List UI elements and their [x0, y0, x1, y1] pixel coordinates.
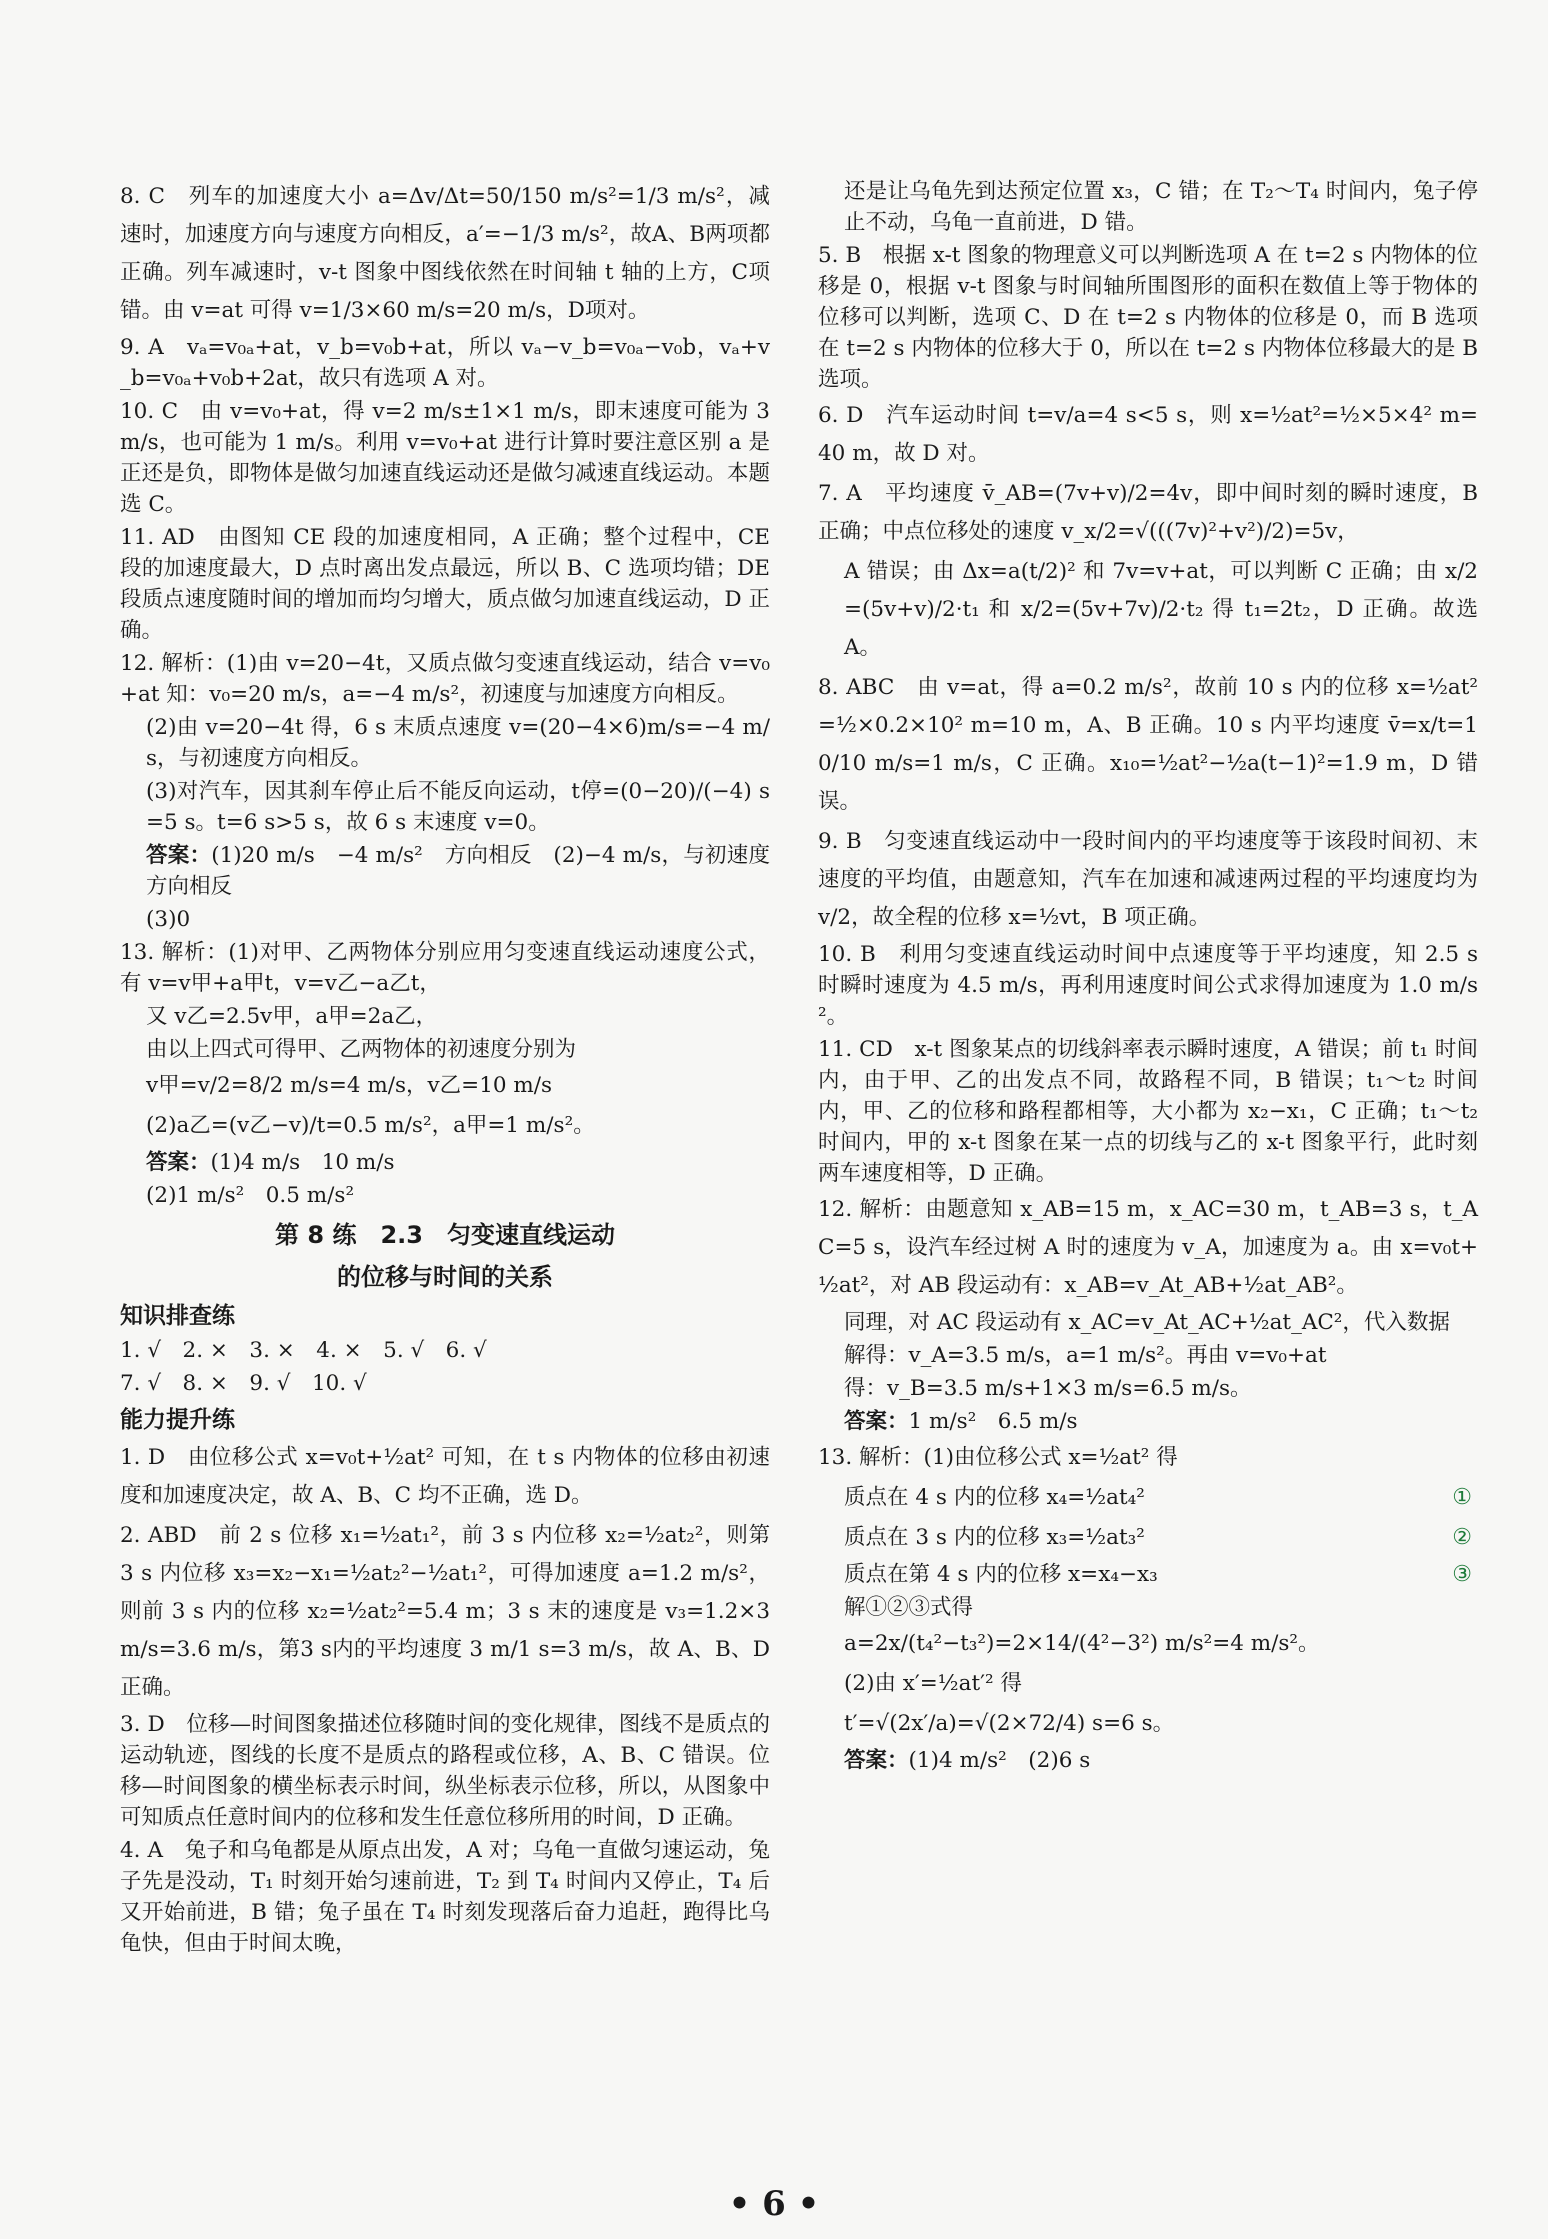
answer-text: (1)4 m/s 10 m/s [210, 1150, 395, 1175]
section-title-line2: 的位移与时间的关系 [337, 1263, 553, 1291]
ability-a5: 5. B 根据 x-t 图象的物理意义可以判断选项 A 在 t=2 s 内物体的位移是 0，根据 v-t 图象与时间轴所围图形的面积在数值上等于物体的位移可以判断，选项 C、D 在 t=2 s 内物体的位移是 0，而 B 选项在 t=2 s 内物体的位移大于 0，所以在 t=2 s 内物体位移最大的是 B 选项。 [818, 243, 1478, 392]
answer-q13-part4: v甲=v/2=8/2 m/s=4 m/s，v乙=10 m/s [146, 1073, 553, 1098]
equation-text: 质点在第 4 s 内的位移 x=x₄−x₃ [844, 1562, 1158, 1587]
ability-a13-part4 [818, 1559, 1478, 1590]
ability-a13-answer [818, 1745, 1478, 1776]
page-number: • 6 • [728, 2184, 820, 2224]
ability-heading: 能力提升练 [120, 1407, 235, 1433]
answer-label: 答案： [146, 843, 212, 868]
answer-q10: 10. C 由 v=v₀+at，得 v=2 m/s±1×1 m/s，即末速度可能为 3 m/s，也可能为 1 m/s。利用 v=v₀+at 进行计算时要注意区别 a 是正还是负，即物体是做匀加速直线运动还是做匀减速直线运动。本题选 C。 [120, 399, 770, 517]
answer-text: (1)20 m/s −4 m/s² 方向相反 (2)−4 m/s，与初速度方向相反 [146, 843, 770, 899]
knowledge-row-1: 1. √ 2. × 3. × 4. × 5. √ 6. √ [120, 1338, 487, 1363]
ability-a7-part1: 7. A 平均速度 v̄_AB=(7v+v)/2=4v，即中间时刻的瞬时速度，B 正确；中点位移处的速度 v_x/2=√(((7v)²+v²)/2)=5v， [818, 481, 1478, 544]
ability-a13-part3 [818, 1519, 1478, 1557]
answer-label: 答案： [844, 1409, 909, 1434]
right-column [818, 176, 1478, 1778]
answer-q12-part3: (3)对汽车，因其刹车停止后不能反向运动，t停=(0−20)/(−4) s=5 s。t=6 s>5 s，故 6 s 末速度 v=0。 [146, 779, 770, 835]
left-column [120, 178, 770, 1961]
ability-a7-part2: A 错误；由 Δx=a(t/2)² 和 7v=v+at，可以判断 C 正确；由 x/2=(5v+v)/2·t₁ 和 x/2=(5v+7v)/2·t₂ 得 t₁=2t₂，D 正确。故选 A。 [844, 559, 1478, 660]
answer-q12-answer [120, 840, 770, 902]
answer-q11: 11. AD 由图知 CE 段的加速度相同，A 正确；整个过程中，CE 段的加速度最大，D 点时离出发点最远，所以 B、C 选项均错；DE 段质点速度随时间的增加而均匀增大，质点做匀加速直线运动，D 正确。 [120, 525, 770, 643]
ability-a9: 9. B 匀变速直线运动中一段时间内的平均速度等于该段时间初、末速度的平均值，由题意知，汽车在加速和减速两过程的平均速度均为 v/2，故全程的位移 x=½vt，B 项正确。 [818, 829, 1478, 930]
ability-a12-part1: 12. 解析：由题意知 x_AB=15 m，x_AC=30 m，t_AB=3 s，t_AC=5 s，设汽车经过树 A 时的速度为 v_A，加速度为 a。由 x=v₀t+½at²，对 AB 段运动有：x_AB=v_At_AB+½at_AB²。 [818, 1197, 1478, 1298]
equation-marker-3: ③ [1452, 1562, 1472, 1587]
ability-a4: 4. A 兔子和乌龟都是从原点出发，A 对；乌龟一直做匀速运动，兔子先是没动，T₁ 时刻开始匀速前进，T₂ 到 T₄ 时间内又停止，T₄ 后又开始前进，B 错；兔子虽在 T₄ 时刻发现落后奋力追赶，跑得比乌龟快，但由于时间太晚， [120, 1838, 770, 1956]
ability-a12-part4: 得：v_B=3.5 m/s+1×3 m/s=6.5 m/s。 [844, 1376, 1252, 1401]
ability-a8: 8. ABC 由 v=at，得 a=0.2 m/s²，故前 10 s 内的位移 x=½at²=½×0.2×10² m=10 m，A、B 正确。10 s 内平均速度 v̄=x/t=10/10 m/s=1 m/s，C 正确。x₁₀=½at²−½a(t−1)²=1.9 m，D 错误。 [818, 675, 1478, 814]
ability-a12-answer [818, 1406, 1478, 1437]
answer-q12-part2: (2)由 v=20−4t 得，6 s 末质点速度 v=(20−4×6)m/s=−4 m/s，与初速度方向相反。 [146, 715, 770, 771]
answer-q13-part1: 13. 解析：(1)对甲、乙两物体分别应用匀变速直线运动速度公式，有 v=v甲+a甲t，v=v乙−a乙t， [120, 940, 770, 996]
equation-marker-1: ① [1452, 1485, 1472, 1510]
ability-a12-part3: 解得：v_A=3.5 m/s，a=1 m/s²。再由 v=v₀+at [844, 1343, 1327, 1368]
ability-a1: 1. D 由位移公式 x=v₀t+½at² 可知，在 t s 内物体的位移由初速度和加速度决定，故 A、B、C 均不正确，选 D。 [120, 1445, 770, 1508]
equation-text: 质点在 4 s 内的位移 x₄=½at₄² [844, 1485, 1145, 1510]
answer-q13-answer [120, 1147, 770, 1178]
section-title-line1: 第 8 练 2.3 匀变速直线运动 [275, 1221, 615, 1249]
answer-label: 答案： [146, 1150, 211, 1175]
ability-a13-part2 [818, 1479, 1478, 1517]
ability-a11: 11. CD x-t 图象某点的切线斜率表示瞬时速度，A 错误；前 t₁ 时间内，由于甲、乙的出发点不同，故路程不同，B 错误；t₁～t₂ 时间内，甲、乙的位移和路程都相等，大小都为 x₂−x₁，C 正确；t₁～t₂ 时间内，甲的 x-t 图象在某一点的切线与乙的 x-t 图象平行，此时刻两车速度相等，D 正确。 [818, 1037, 1478, 1186]
ability-a6: 6. D 汽车运动时间 t=v/a=4 s<5 s，则 x=½at²=½×5×4² m=40 m，故 D 对。 [818, 403, 1478, 466]
answer-q9: 9. A vₐ=v₀ₐ+at，v_b=v₀b+at，所以 vₐ−v_b=v₀ₐ−v₀b，vₐ+v_b=v₀ₐ+v₀b+2at，故只有选项 A 对。 [120, 335, 770, 391]
answer-q12-answer-3: (3)0 [146, 907, 191, 932]
ability-a2: 2. ABD 前 2 s 位移 x₁=½at₁²，前 3 s 内位移 x₂=½at₂²，则第 3 s 内位移 x₃=x₂−x₁=½at₂²−½at₁²，可得加速度 a=1.2 m/s²，则前 3 s 内的位移 x₂=½at₂²=5.4 m；3 s 末的速度是 v₃=1.2×3 m/s=3.6 m/s，第3 s内的平均速度 3 m/1 s=3 m/s，故 A、B、D 正确。 [120, 1523, 770, 1700]
ability-a13-part7: (2)由 x′=½at′² 得 [844, 1671, 1022, 1696]
ability-a13-part1: 13. 解析：(1)由位移公式 x=½at² 得 [818, 1445, 1178, 1470]
answer-q13-part5: (2)a乙=(v乙−v)/t=0.5 m/s²，a甲=1 m/s²。 [146, 1113, 595, 1138]
ability-a13-part5: 解①②③式得 [844, 1595, 974, 1620]
answer-q13-part3: 由以上四式可得甲、乙两物体的初速度分别为 [146, 1037, 577, 1062]
equation-marker-2: ② [1452, 1525, 1472, 1550]
ability-a10: 10. B 利用匀变速直线运动时间中点速度等于平均速度，知 2.5 s 时瞬时速度为 4.5 m/s，再利用速度时间公式求得加速度为 1.0 m/s²。 [818, 942, 1478, 1029]
ability-a12-part2: 同理，对 AC 段运动有 x_AC=v_At_AC+½at_AC²，代入数据 [844, 1310, 1450, 1335]
ability-a3: 3. D 位移—时间图象描述位移随时间的变化规律，图线不是质点的运动轨迹，图线的长度不是质点的路程或位移，A、B、C 错误。位移—时间图象的横坐标表示时间，纵坐标表示位移，所以，从图象中可知质点任意时间内的位移和发生任意位移所用的时间，D 正确。 [120, 1712, 770, 1830]
answer-q12-part1: 12. 解析：(1)由 v=20−4t，又质点做匀变速直线运动，结合 v=v₀+at 知：v₀=20 m/s，a=−4 m/s²，初速度与加速度方向相反。 [120, 651, 770, 707]
ability-a4-continued: 还是让乌龟先到达预定位置 x₃，C 错；在 T₂～T₄ 时间内，兔子停止不动，乌龟一直前进，D 错。 [844, 179, 1478, 235]
knowledge-row-2: 7. √ 8. × 9. √ 10. √ [120, 1371, 367, 1396]
equation-text: 质点在 3 s 内的位移 x₃=½at₃² [844, 1525, 1145, 1550]
answer-text: 1 m/s² 6.5 m/s [908, 1409, 1078, 1434]
ability-a13-part6: a=2x/(t₄²−t₃²)=2×14/(4²−3²) m/s²=4 m/s²。 [844, 1631, 1320, 1656]
answer-label: 答案： [844, 1748, 909, 1773]
knowledge-heading: 知识排查练 [120, 1303, 235, 1329]
answer-q13-answer-2: (2)1 m/s² 0.5 m/s² [146, 1183, 355, 1208]
ability-a13-part8: t′=√(2x′/a)=√(2×72/4) s=6 s。 [844, 1711, 1175, 1736]
answer-text: (1)4 m/s² (2)6 s [908, 1748, 1091, 1773]
answer-q13-part2: 又 v乙=2.5v甲，a甲=2a乙， [146, 1004, 438, 1029]
answer-q8: 8. C 列车的加速度大小 a=Δv/Δt=50/150 m/s²=1/3 m/s²，减速时，加速度方向与速度方向相反，a′=−1/3 m/s²，故A、B两项都正确。列车减速时，v-t 图象中图线依然在时间轴 t 轴的上方，C项错。由 v=at 可得 v=1/3×60 m/s=20 m/s，D项对。 [120, 184, 770, 323]
